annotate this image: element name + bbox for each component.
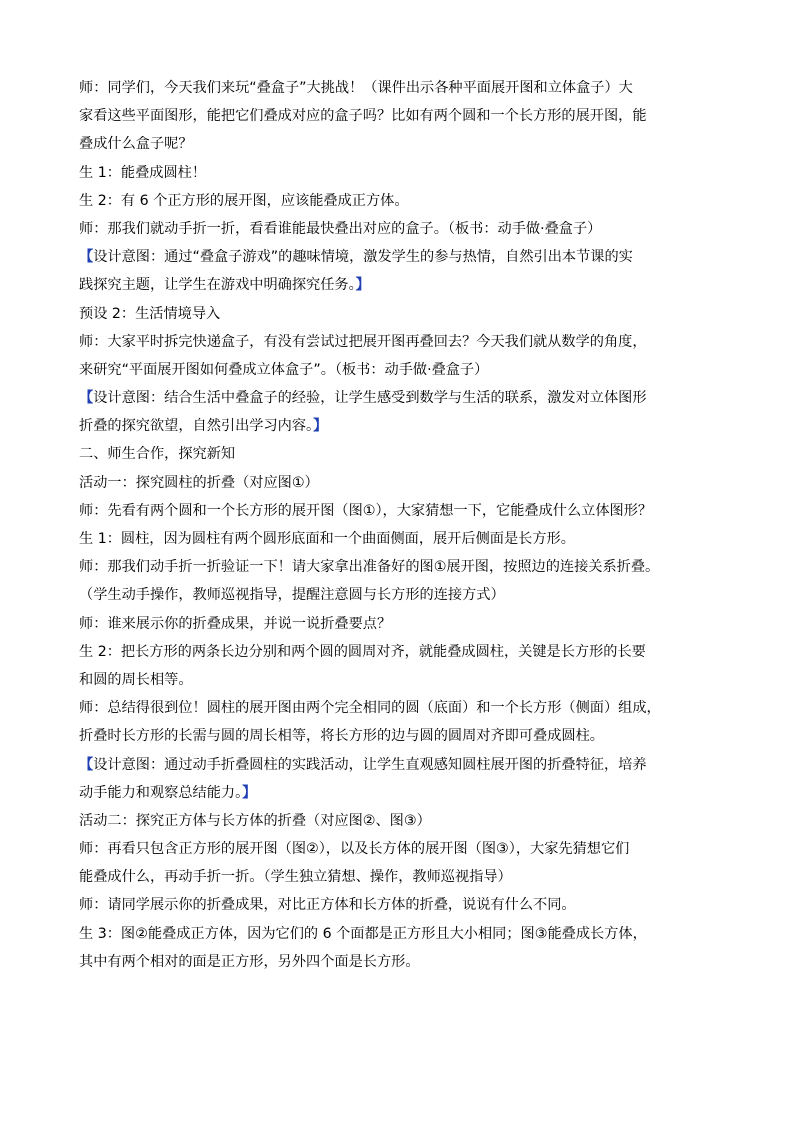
design-intent-text: 践探究主题，让学生在游戏中明确探究任务。 xyxy=(79,277,356,294)
design-intent-line xyxy=(79,271,729,299)
text-line: 师：再看只包含正方形的展开图（图②），以及长方体的展开图（图③），大家先猜想它们 xyxy=(79,841,630,858)
text-line: 生 2：把长方形的两条长边分别和两个圆的圆周对齐，就能叠成圆柱，关键是长方形的长要 xyxy=(79,643,646,660)
design-intent-text: 设计意图：结合生活中叠盒子的经验，让学生感受到数学与生活的联系，激发对立体图形 xyxy=(93,390,647,407)
text-line: 师：谁来展示你的折叠成果，并说一说折叠要点？ xyxy=(79,615,392,632)
text-line: （学生动手操作，教师巡视指导，提醒注意圆与长方形的连接方式） xyxy=(79,587,505,604)
section-heading: 二、师生合作，探究新知 xyxy=(79,446,236,463)
open-bracket: 【 xyxy=(79,390,94,407)
design-intent-line xyxy=(79,751,729,779)
text-line: 预设 2：生活情境导入 xyxy=(79,305,221,322)
design-intent-text: 折叠的探究欲望，自然引出学习内容。 xyxy=(79,418,314,435)
activity-heading: 活动一：探究圆柱的折叠（对应图①） xyxy=(79,474,319,491)
text-line: 师：同学们，今天我们来玩“叠盒子”大挑战！（课件出示各种平面展开图和立体盒子）大 xyxy=(79,80,633,96)
text-line: 家看这些平面图形，能把它们叠成对应的盒子吗？比如有两个圆和一个长方形的展开图，能 xyxy=(79,108,647,125)
text-line: 和圆的周长相等。 xyxy=(79,671,193,688)
text-line: 折叠时长方形的长需与圆的周长相等，将长方形的边与圆的圆周对齐即可叠成圆柱。 xyxy=(79,728,604,745)
text-line: 叠成什么盒子呢？ xyxy=(79,136,193,153)
design-intent-text: 设计意图：通过动手折叠圆柱的实践活动，让学生直观感知圆柱展开图的折叠特征，培养 xyxy=(93,756,647,773)
text-line: 师：先看有两个圆和一个长方形的展开图（图①），大家猜想一下，它能叠成什么立体图形？ xyxy=(79,502,653,519)
text-line: 生 1：能叠成圆柱！ xyxy=(79,164,207,181)
text-line: 生 3：图②能叠成正方体，因为它们的 6 个面都是正方形且大小相同；图③能叠成长方体， xyxy=(79,925,647,942)
open-bracket: 【 xyxy=(79,756,94,773)
text-line: 其中有两个相对的面是正方形，另外四个面是长方形。 xyxy=(79,953,420,970)
open-bracket: 【 xyxy=(79,249,94,266)
activity-heading: 活动二：探究正方体与长方体的折叠（对应图②、图③） xyxy=(79,812,431,829)
design-intent-line xyxy=(79,243,729,271)
text-line: 师：总结得很到位！圆柱的展开图由两个完全相同的圆（底面）和一个长方形（侧面）组成， xyxy=(79,700,661,717)
text-line: 师：大家平时拆完快递盒子，有没有尝试过把展开图再叠回去？今天我们就从数学的角度， xyxy=(79,333,647,350)
text-line: 能叠成什么，再动手折一折。（学生独立猜想、操作，教师巡视指导） xyxy=(79,869,512,886)
design-intent-line xyxy=(79,384,729,412)
design-intent-text: 设计意图：通过“叠盒子游戏”的趣味情境，激发学生的参与热情，自然引出本节课的实 xyxy=(93,249,633,266)
text-line: 师：请同学展示你的折叠成果，对比正方体和长方体的折叠，说说有什么不同。 xyxy=(79,897,576,914)
text-line: 师：那我们就动手折一折，看看谁能最快叠出对应的盒子。（板书：动手做·叠盒子） xyxy=(79,220,602,237)
close-bracket: 】 xyxy=(242,784,257,801)
text-line: 师：那我们动手折一折验证一下！请大家拿出准备好的图①展开图，按照边的连接关系折叠。 xyxy=(79,559,660,576)
lesson-plan-body xyxy=(79,74,729,976)
close-bracket: 】 xyxy=(313,418,328,435)
text-line: 生 2：有 6 个正方形的展开图，应该能叠成正方体。 xyxy=(79,192,409,209)
design-intent-text: 动手能力和观察总结能力。 xyxy=(79,784,243,801)
design-intent-line xyxy=(79,412,729,440)
design-intent-line xyxy=(79,779,729,807)
text-line: 生 1：圆柱，因为圆柱有两个圆形底面和一个曲面侧面，展开后侧面是长方形。 xyxy=(79,531,575,547)
text-line: 来研究“平面展开图如何叠成立体盒子”。（板书：动手做·叠盒子） xyxy=(79,361,489,378)
close-bracket: 】 xyxy=(355,277,370,294)
